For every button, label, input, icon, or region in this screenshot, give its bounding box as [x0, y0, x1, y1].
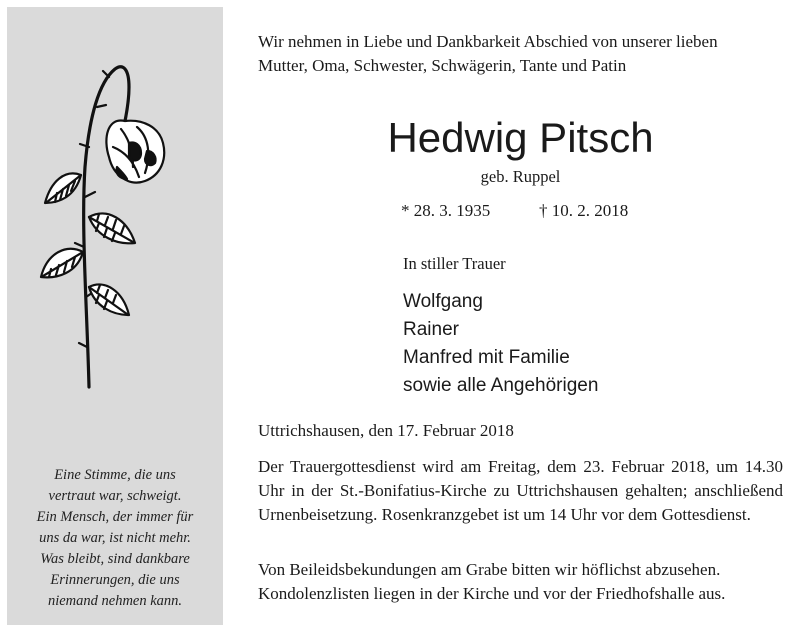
poem-line: Ein Mensch, der immer für — [36, 509, 194, 525]
poem-line: Eine Stimme, die uns — [54, 467, 176, 483]
poem — [7, 465, 223, 612]
sidebar-panel — [7, 7, 223, 625]
death-date: † 10. 2. 2018 — [539, 201, 629, 220]
deceased-name: Hedwig Pitsch — [387, 114, 654, 161]
mourner-name: sowie alle Angehörigen — [403, 375, 599, 396]
intro-line-2: Mutter, Oma, Schwester, Schwägerin, Tante und Patin — [258, 56, 627, 75]
poem-line: niemand nehmen kann. — [47, 593, 183, 609]
poem-line: uns da war, ist nicht mehr. — [39, 530, 191, 546]
intro-text — [258, 30, 718, 78]
service-info: Der Trauergottesdienst wird am Freitag, dem 23. Februar 2018, um 14.30 Uhr in der St.-Bonifatius-Kirche zu Uttrichshausen gehalten; anschließend Urnenbeisetzung. Rosenkranzgebet ist um 14 Uhr vor dem Gottesdienst. — [258, 457, 783, 524]
mourners-list — [403, 288, 598, 400]
mourners-label: In stiller Trauer — [403, 254, 506, 273]
birth-date: * 28. 3. 1935 — [401, 201, 491, 220]
poem-line: Was bleibt, sind dankbare — [40, 551, 190, 567]
mourner-name: Manfred mit Familie — [403, 347, 570, 368]
condolence-info: Von Beileidsbekundungen am Grabe bitten wir höflichst abzusehen. Kondolenzlisten liegen in der Kirche und vor der Friedhofshalle aus. — [258, 560, 726, 603]
poem-line: Erinnerungen, die uns — [50, 572, 180, 588]
poem-line: vertraut war, schweigt. — [48, 488, 182, 504]
wilted-rose-icon — [37, 47, 187, 397]
mourner-name: Wolfgang — [403, 291, 483, 312]
maiden-name: geb. Ruppel — [480, 167, 561, 186]
intro-line-1: Wir nehmen in Liebe und Dankbarkeit Abschied von unserer lieben — [258, 32, 718, 51]
place-date: Uttrichshausen, den 17. Februar 2018 — [258, 421, 514, 440]
mourner-name: Rainer — [403, 319, 459, 340]
